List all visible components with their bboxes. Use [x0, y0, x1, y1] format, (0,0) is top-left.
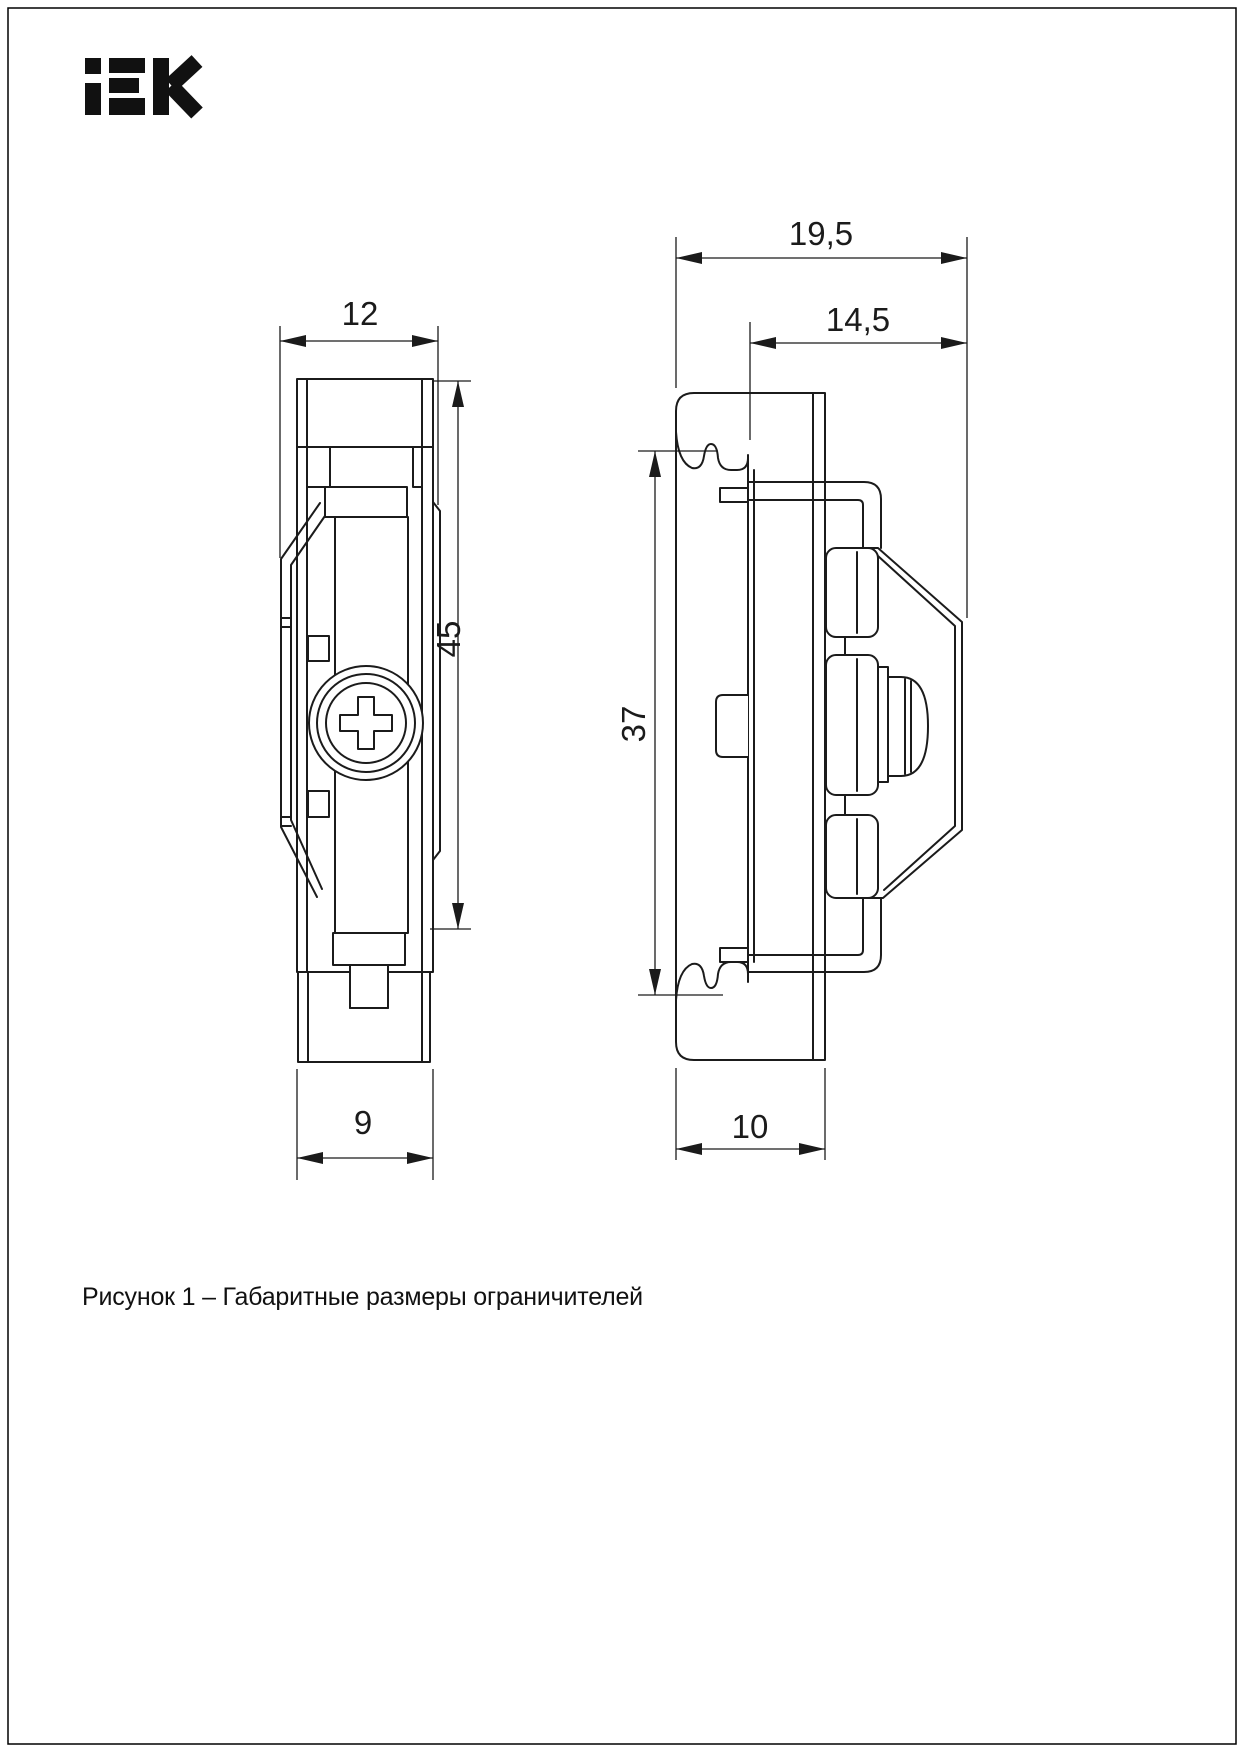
logo-e-bottom [109, 98, 145, 115]
front-plate-head [325, 487, 407, 517]
dimension-front-width-bottom [297, 1069, 433, 1180]
arrow-right-icon [941, 337, 967, 349]
logo-k-upper-arm [171, 61, 197, 85]
arrow-right-icon [799, 1143, 825, 1155]
arrow-right-icon [941, 252, 967, 264]
logo-k-bar [153, 58, 169, 115]
arrow-left-icon [280, 335, 306, 347]
arrow-right-icon [407, 1152, 433, 1164]
arrow-left-icon [676, 1143, 702, 1155]
logo-i-bar [85, 83, 101, 115]
front-plate-foot [333, 933, 405, 965]
dim-label-height-side: 37 [615, 705, 652, 743]
arrow-up-icon [452, 381, 464, 407]
iek-logo [85, 58, 197, 115]
dim-label-depth-total: 19,5 [788, 215, 854, 252]
dim-label-width-bottom: 9 [353, 1104, 373, 1141]
side-nut-stack [826, 548, 878, 898]
arrow-left-icon [297, 1152, 323, 1164]
figure-caption: Рисунок 1 – Габаритные размеры ограничителей [82, 1283, 643, 1311]
front-left-rail [297, 447, 307, 972]
arrow-right-icon [412, 335, 438, 347]
arrow-left-icon [676, 252, 702, 264]
logo-i-dot [85, 58, 101, 74]
front-right-rail [422, 447, 433, 972]
arrow-left-icon [750, 337, 776, 349]
logo-e-mid [109, 78, 139, 93]
arrow-down-icon [649, 969, 661, 995]
dim-label-width-top: 12 [341, 295, 379, 332]
side-body [676, 393, 825, 1060]
logo-k-lower-arm [171, 86, 197, 113]
dim-label-depth-front: 14,5 [825, 301, 891, 338]
front-top-block [297, 379, 433, 447]
dimension-front-height [430, 381, 471, 929]
front-right-strip [433, 502, 440, 860]
logo-e-top [109, 58, 145, 73]
phillips-screw-icon [309, 666, 423, 780]
front-view [281, 379, 440, 1062]
dim-label-height-front: 45 [430, 620, 467, 658]
side-view [676, 393, 962, 1060]
dimension-side-depth-bottom [676, 1068, 825, 1160]
page-border [8, 8, 1236, 1744]
arrow-up-icon [649, 451, 661, 477]
arrow-down-icon [452, 903, 464, 929]
dim-label-depth-bottom: 10 [731, 1108, 769, 1145]
